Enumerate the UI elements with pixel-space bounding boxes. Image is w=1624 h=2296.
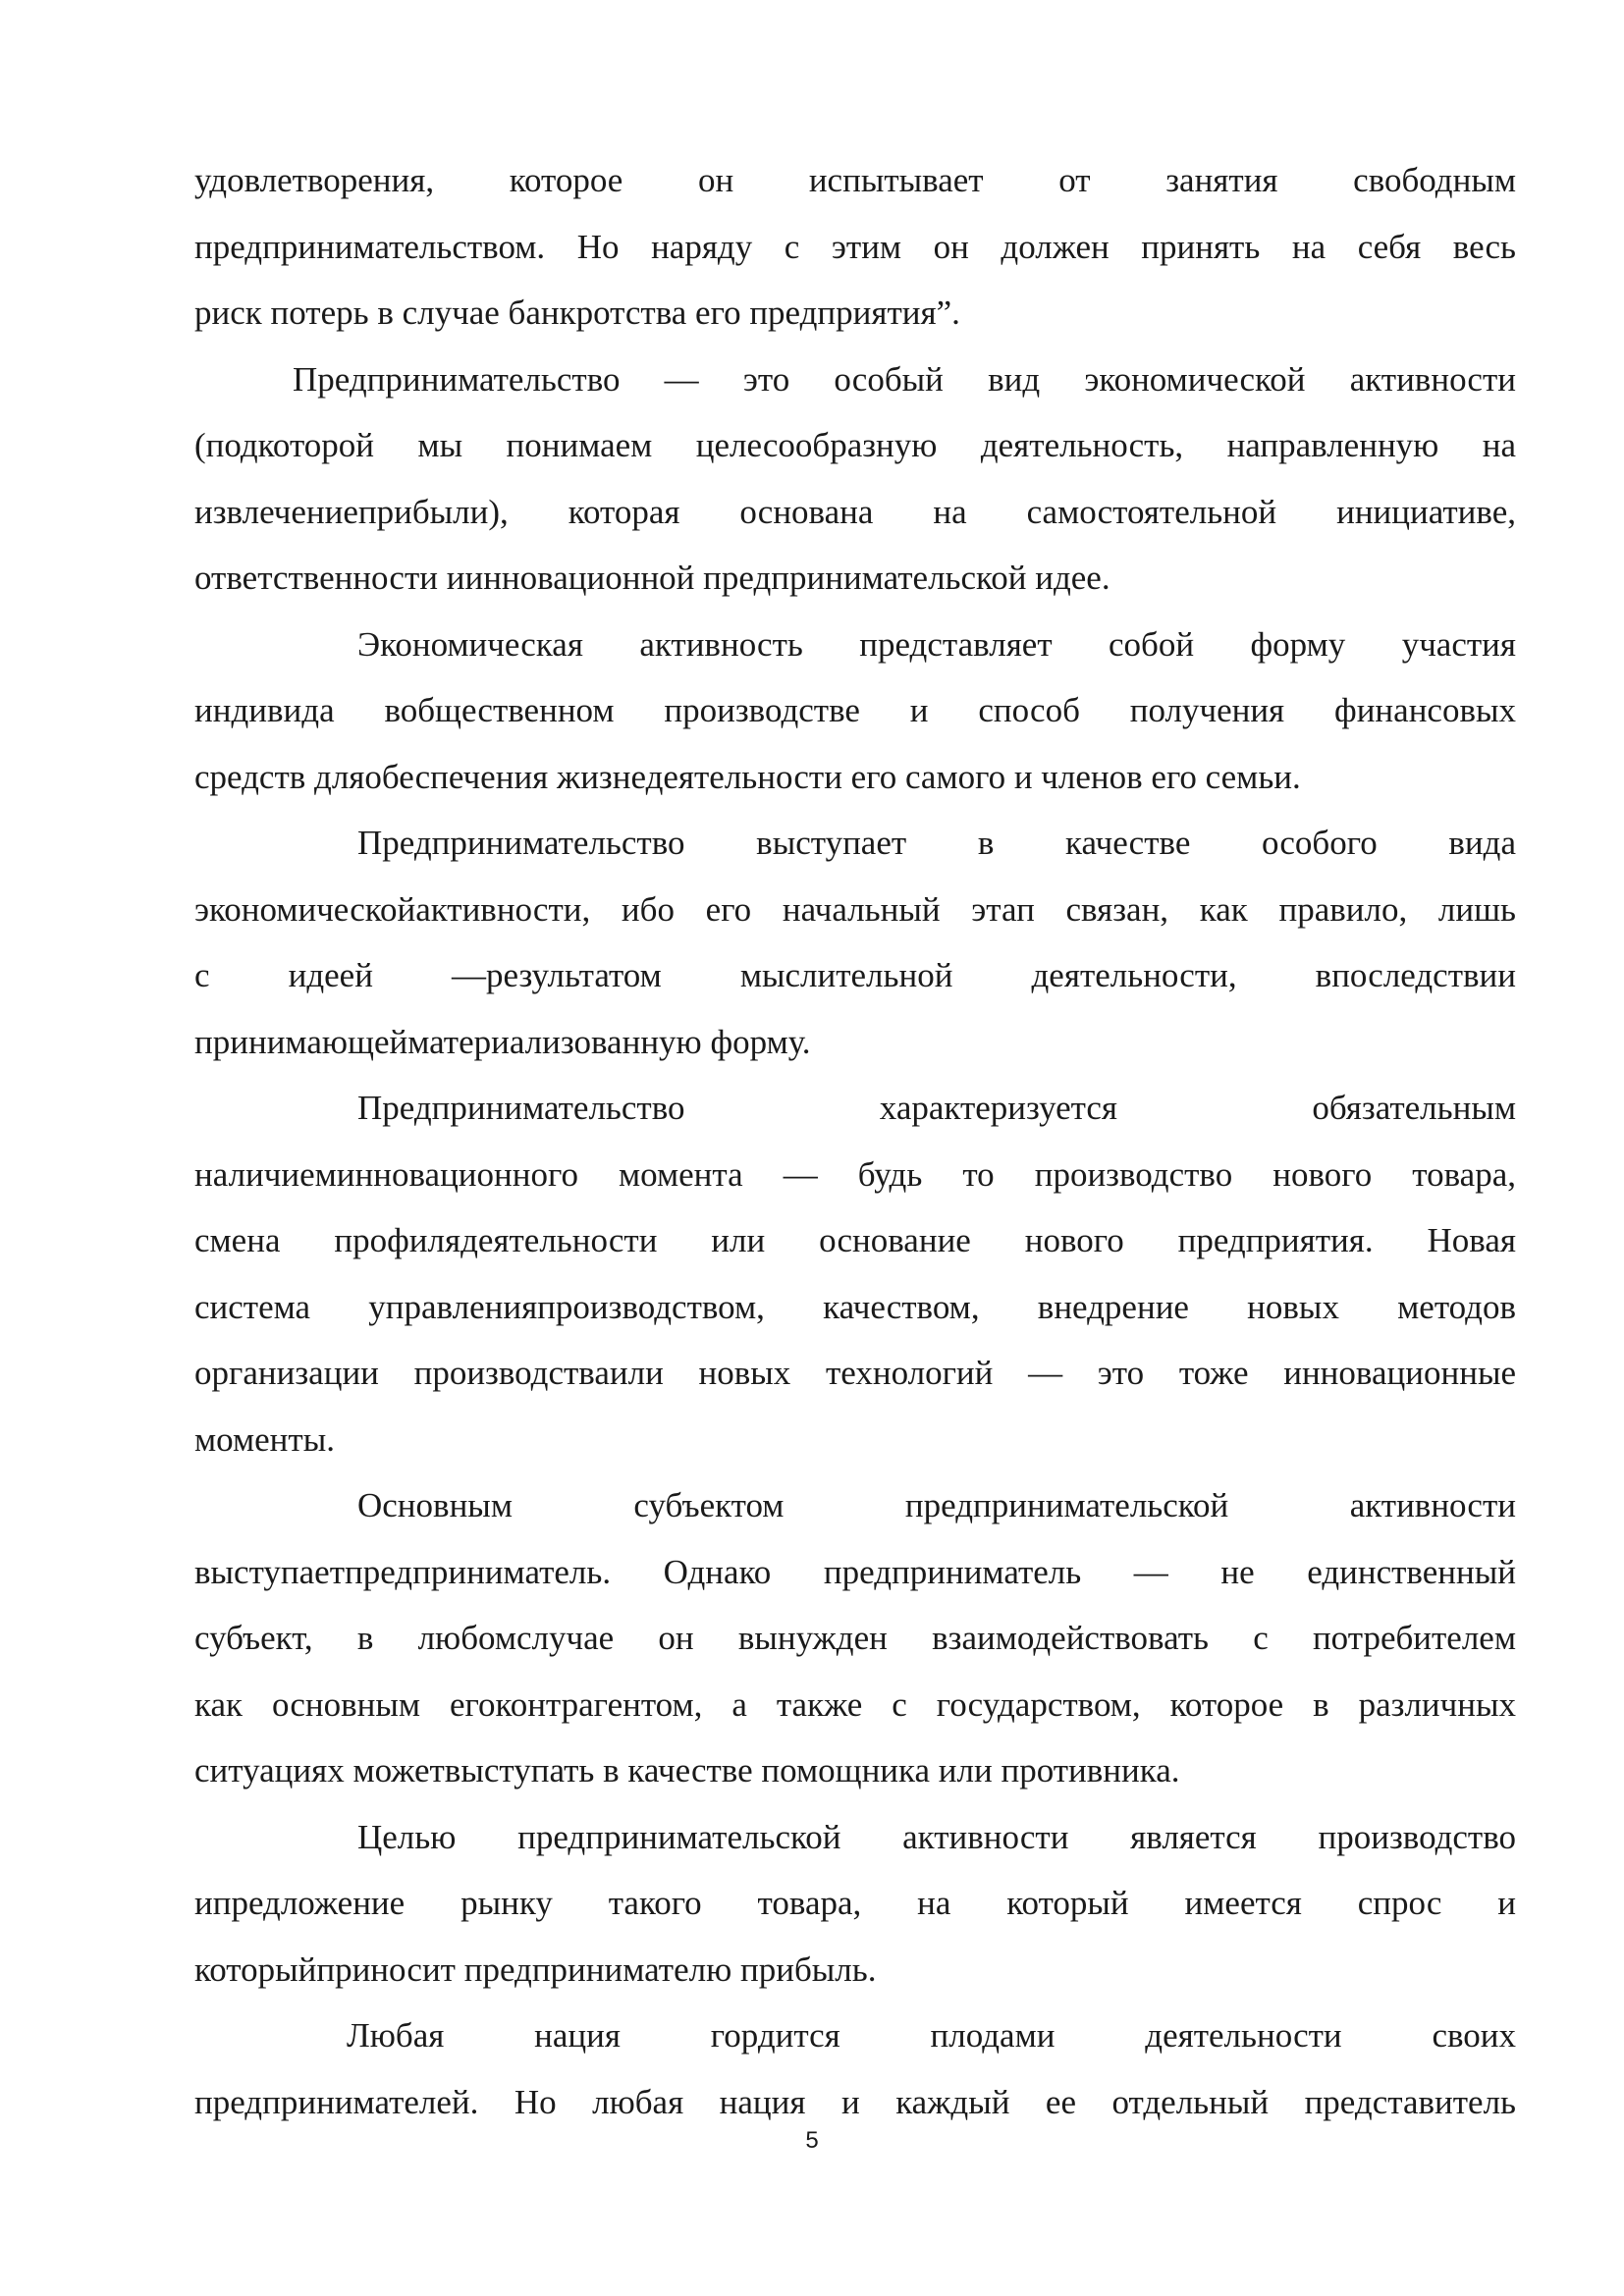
text-line: предпринимательством. Но наряду с этим он должен принять на себя весь — [194, 227, 1516, 266]
text-line: наличиеминновационного момента — будь то производство нового товара, — [194, 1154, 1516, 1194]
text-line: Предпринимательство выступает в качестве особого вида — [357, 824, 1516, 862]
text-line: система управленияпроизводством, качеством, внедрение новых методов — [194, 1287, 1516, 1326]
body-text — [194, 147, 1516, 2135]
text-line: удовлетворения, которое он испытывает от занятия свободным — [194, 161, 1516, 199]
text-line: ипредложение рынку такого товара, на который имеется спрос и — [194, 1884, 1516, 1922]
text-line: Экономическая активность представляет собой форму участия — [357, 624, 1516, 664]
text-line: моменты. — [194, 1419, 335, 1459]
text-line: экономическойактивности, ибо его начальный этап связан, как правило, лишь — [194, 889, 1516, 929]
text-line: Любая нация гордится плодами деятельности своих — [347, 2016, 1516, 2055]
text-line: Целью предпринимательской активности является производство — [357, 1817, 1516, 1856]
text-line: Основным субъектом предпринимательской активности — [357, 1486, 1516, 1524]
page-number: 5 — [805, 2127, 819, 2154]
text-line: смена профилядеятельности или основание нового предприятия. Новая — [194, 1221, 1516, 1259]
text-line: выступаетпредприниматель. Однако предприниматель — не единственный — [194, 1552, 1516, 1591]
text-line: извлечениеприбыли), которая основана на самостоятельной инициативе, — [194, 492, 1516, 531]
text-line: принимающейматериализованную форму. — [194, 1022, 811, 1061]
text-line: предпринимателей. Но любая нация и каждый ее отдельный представитель — [194, 2082, 1516, 2121]
text-line: субъект, в любомслучае он вынужден взаимодействовать с потребителем — [194, 1619, 1516, 1657]
text-line: как основным егоконтрагентом, а также с государством, которое в различных — [194, 1684, 1516, 1724]
text-line: которыйприносит предпринимателю прибыль. — [194, 1949, 877, 1989]
text-line: организации производстваили новых технологий — это тоже инновационные — [194, 1354, 1516, 1392]
text-line: средств дляобеспечения жизнедеятельности его самого и членов его семьи. — [194, 757, 1301, 796]
text-line: ответственности иинновационной предпринимательской идее. — [194, 559, 1110, 597]
text-line: с идеей —результатом мыслительной деятельности, впоследствии — [194, 956, 1516, 994]
text-line: Предпринимательство — это особый вид экономической активности — [293, 359, 1516, 399]
text-line: (подкоторой мы понимаем целесообразную деятельность, направленную на — [194, 426, 1516, 464]
text-line: Предпринимательство характеризуется обязательным — [357, 1089, 1516, 1127]
text-line: индивида вобщественном производстве и способ получения финансовых — [194, 691, 1516, 729]
text-line: ситуациях можетвыступать в качестве помощника или противника. — [194, 1751, 1180, 1789]
text-line: риск потерь в случае банкротства его предприятия”. — [194, 294, 960, 332]
